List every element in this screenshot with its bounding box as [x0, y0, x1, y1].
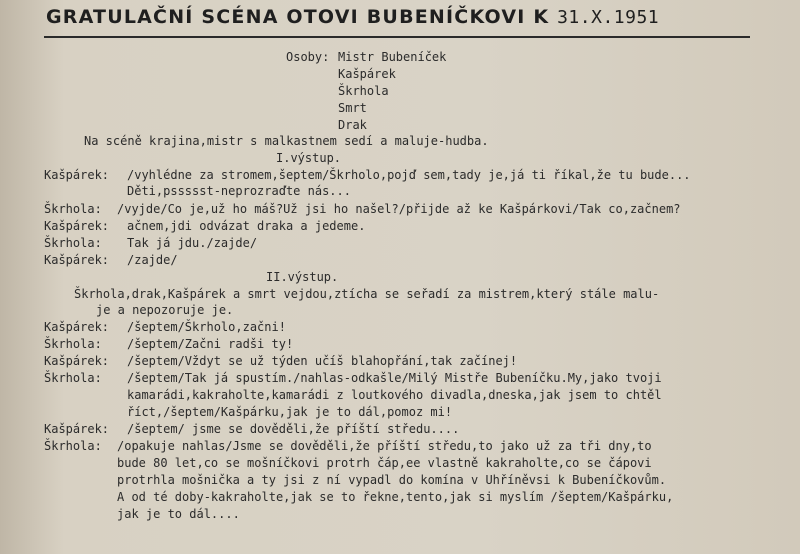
dialogue-line: kamarádi,kakraholte,kamarádi z loutkového divadla,dneska,jak jsem to chtěl	[127, 388, 662, 402]
speaker-label: Škrhola:	[44, 236, 102, 250]
dialogue-line: A od té doby-kakraholte,jak se to řekne,tento,jak si myslím /šeptem/Kašpárku,	[117, 490, 674, 504]
dialogue-line: /šeptem/ jsme se dověděli,že příští středu....	[127, 422, 460, 436]
cast-name: Kašpárek	[338, 67, 396, 81]
dialogue-line: Děti,pssssst-neprozraďte nás...	[127, 184, 351, 198]
dialogue-line: /šeptem/Vždyt se už týden učíš blahopřání,tak začínej!	[127, 354, 518, 368]
title-date: 31.X.1951	[557, 7, 660, 28]
dialogue-line: říct,/šeptem/Kašpárku,jak je to dál,pomoz mi!	[127, 405, 453, 419]
speaker-label: Škrhola:	[44, 337, 102, 351]
title-underline	[44, 36, 750, 38]
stage-direction: Na scéně krajina,mistr s malkastnem sedí a maluje-hudba.	[84, 134, 489, 148]
dialogue-line: bude 80 let,co se mošníčkovi protrh čáp,ee vlastně kakraholte,co se čápovi	[117, 456, 652, 470]
dialogue-line: /šeptem/Začni radši ty!	[127, 337, 294, 351]
scene-heading: II.výstup.	[266, 270, 339, 284]
stage-direction: je a nepozoruje je.	[96, 303, 234, 317]
cast-name: Smrt	[338, 101, 367, 115]
dialogue-line: jak je to dál....	[117, 507, 240, 521]
dialogue-line: /vyjde/Co je,už ho máš?Už jsi ho našel?/přijde až ke Kašpárkovi/Tak co,začnem?	[117, 202, 681, 216]
cast-label: Osoby:	[286, 50, 330, 64]
dialogue-line: /opakuje nahlas/Jsme se dověděli,že příští středu,to jako už za tři dny,to	[117, 439, 652, 453]
speaker-label: Kašpárek:	[44, 219, 110, 233]
scene-heading: I.výstup.	[276, 151, 342, 165]
speaker-label: Kašpárek:	[44, 320, 110, 334]
speaker-label: Škrhola:	[44, 371, 102, 385]
dialogue-line: ačnem,jdi odvázat draka a jedeme.	[127, 219, 366, 233]
cast-name: Drak	[338, 118, 367, 132]
cast-name: Mistr Bubeníček	[338, 50, 447, 64]
dialogue-line: /šeptem/Škrholo,začni!	[127, 320, 286, 334]
dialogue-line: protrhla mošnička a ty jsi z ní vypadl do komína v Uhříněvsi k Bubeníčkovům.	[117, 473, 667, 487]
speaker-label: Škrhola:	[44, 439, 102, 453]
speaker-label: Kašpárek:	[44, 253, 110, 267]
dialogue-line: Tak já jdu./zajde/	[127, 236, 258, 250]
title-main: GRATULAČNÍ SCÉNA OTOVI BUBENÍČKOVI K	[46, 6, 550, 28]
dialogue-line: /zajde/	[127, 253, 178, 267]
speaker-label: Kašpárek:	[44, 168, 110, 182]
page-title	[46, 6, 766, 28]
dialogue-line: /šeptem/Tak já spustím./nahlas-odkašle/Milý Mistře Bubeníčku.My,jako tvoji	[127, 371, 662, 385]
stage-direction: Škrhola,drak,Kašpárek a smrt vejdou,ztícha se seřadí za mistrem,který stále malu-	[74, 287, 660, 301]
dialogue-line: /vyhlédne za stromem,šeptem/Škrholo,pojď sem,tady je,já ti říkal,že tu bude...	[127, 168, 691, 182]
speaker-label: Kašpárek:	[44, 354, 110, 368]
cast-name: Škrhola	[338, 84, 389, 98]
speaker-label: Kašpárek:	[44, 422, 110, 436]
speaker-label: Škrhola:	[44, 202, 102, 216]
